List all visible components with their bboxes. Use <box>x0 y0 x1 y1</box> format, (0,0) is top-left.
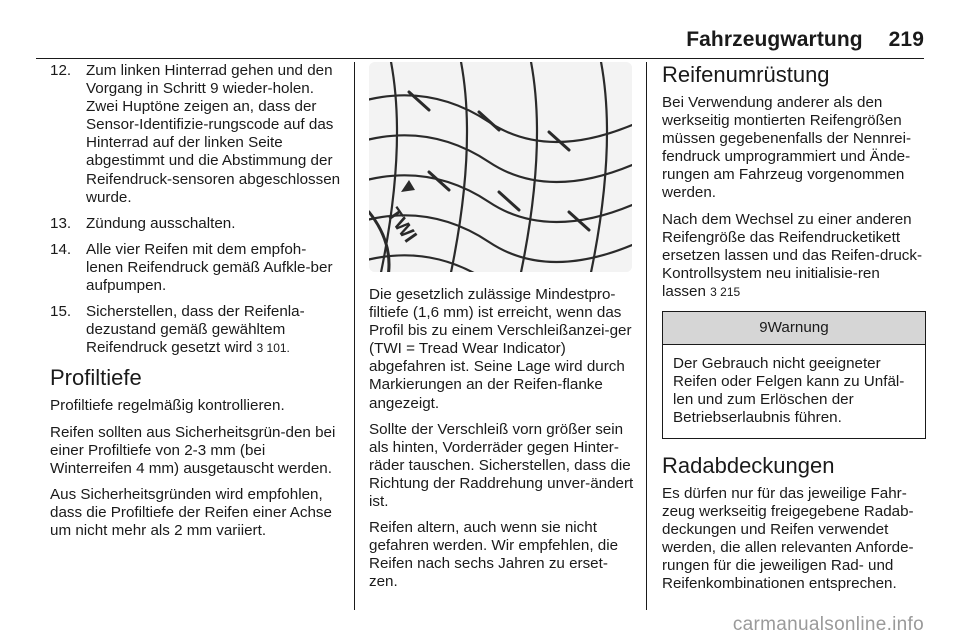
warning-heading <box>663 312 925 345</box>
chapter-title: Fahrzeugwartung <box>686 28 863 51</box>
step-text: Zum linken Hinterrad gehen und den Vorgang in Schritt 9 wieder-holen. Zwei Huptöne zeigen an, dass der Sensor-Identifizie-rungscode auf das Hinterrad auf der linken Seite abgestimmt und die Abstimmung der Reifendruck-sensoren abgeschlossen wurde. <box>86 62 341 206</box>
warning-title: Warnung <box>767 319 829 337</box>
paragraph <box>662 211 926 301</box>
paragraph: Bei Verwendung anderer als den werkseitig montierten Reifengrößen müssen gegebenenfalls der Nennrei-fendruck umprogrammiert und Ände-rungen am Fahrzeug vorgenommen werden. <box>662 94 912 202</box>
step-item <box>50 303 342 357</box>
step-item <box>50 62 342 207</box>
section-title-profiltiefe: Profiltiefe <box>50 365 142 391</box>
paragraph: Profiltiefe regelmäßig kontrollieren. <box>50 397 285 415</box>
step-text: Alle vier Reifen mit dem empfoh-lenen Reifendruck gemäß Aufkle-ber aufpumpen. <box>86 240 333 295</box>
section-title-reifenumruestung: Reifenumrüstung <box>662 62 830 87</box>
paragraph: Es dürfen nur für das jeweilige Fahr-zeug werkseitig freigegebene Radab-deckungen und Reifen verwendet werden, die allen relevanten Anforde-rungen für die jeweiligen Rad- und Reifenkombinationen entsprechen. <box>662 484 914 592</box>
paragraph: Reifen sollten aus Sicherheitsgrün-den bei einer Profiltiefe von 2-3 mm (bei Winterreifen 4 mm) ausgetauscht werden. <box>50 423 336 477</box>
twi-label: TWI <box>381 204 421 247</box>
step-item <box>50 241 342 295</box>
warning-text: Der Gebrauch nicht geeigneter Reifen oder Felgen kann zu Unfäl-len und zum Erlöschen der Betriebserlaubnis führen. <box>673 355 905 427</box>
paragraph: Sollte der Verschleiß vorn größer sein als hinten, Vorderräder gegen Hinter-räder tauschen. Sicherstellen, dass die Richtung der Raddrehung unver-ändert ist. <box>369 420 634 511</box>
paragraph: Reifen altern, auch wenn sie nicht gefahren werden. Wir empfehlen, die Reifen nach sechs Jahren zu erset-zen. <box>369 519 619 591</box>
column-middle <box>369 62 634 600</box>
paragraph-text: Nach dem Wechsel zu einer anderen Reifengröße das Reifendrucketikett ersetzen lassen und das Reifen-druck-Kontrollsystem neu initialisie-ren lassen <box>662 210 923 300</box>
paragraph: Die gesetzlich zulässige Mindestpro-filtiefe (1,6 mm) ist erreicht, wenn das Profil bis zu einem Verschleißanzei-ger (TWI = Tread Wear Indicator) abgefahren ist. Seine Lage wird durch Markierungen an der Reifen-flanke angezeigt. <box>369 286 632 412</box>
paragraph: Aus Sicherheitsgründen wird empfohlen, dass die Profiltiefe der Reifen einer Achse um nicht mehr als 2 mm variiert. <box>50 485 332 539</box>
step-text: Zündung ausschalten. <box>86 214 236 232</box>
step-number: 12. <box>50 62 72 79</box>
column-divider-2 <box>646 62 647 610</box>
column-right <box>662 62 926 601</box>
step-number: 14. <box>50 240 72 258</box>
step-item <box>50 215 342 233</box>
column-left <box>50 62 342 548</box>
warning-triangle-icon: 9 <box>759 319 768 337</box>
page-reference-link[interactable]: 3 101. <box>256 341 290 356</box>
steps-list <box>50 62 342 357</box>
tyre-tread-illustration <box>369 62 632 272</box>
step-text: Sicherstellen, dass der Reifenla-dezustand gemäß gewähltem Reifendruck gesetzt wird <box>86 303 305 357</box>
column-divider-1 <box>354 62 355 610</box>
section-title-radabdeckungen: Radabdeckungen <box>662 452 835 478</box>
step-number: 13. <box>50 214 72 232</box>
page-reference-link[interactable]: 3 215 <box>710 284 741 299</box>
page-number: 219 <box>888 28 924 51</box>
header-rule <box>36 58 924 59</box>
warning-box <box>662 311 926 438</box>
step-number: 15. <box>50 303 72 321</box>
page-header <box>686 28 924 52</box>
watermark: carmanualsonline.info <box>732 614 924 635</box>
